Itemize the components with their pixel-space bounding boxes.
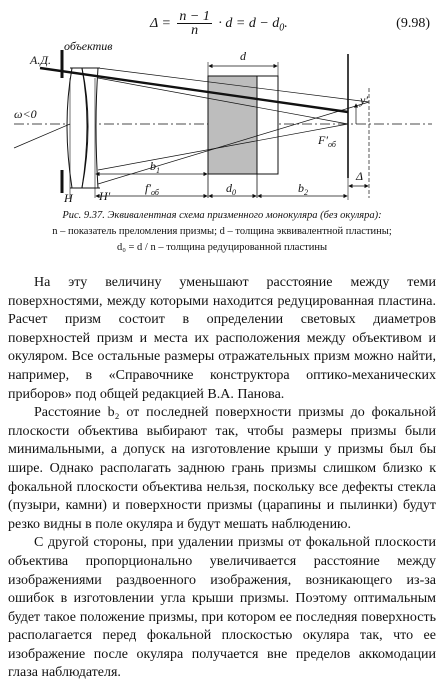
label-b1: $b_1$ xyxy=(150,159,160,175)
label-d0: $d_0$ xyxy=(226,181,236,197)
label-omega: ω<0 xyxy=(14,107,37,121)
fraction-denominator: n xyxy=(191,23,199,38)
label-d: d xyxy=(240,49,246,63)
caption-line-2: n – показатель преломления призмы; d – толщина эквивалентной пластины; xyxy=(52,226,392,237)
label-delta: Δ xyxy=(356,169,364,183)
figure-caption xyxy=(8,208,436,256)
label-h: H xyxy=(64,191,73,204)
label-focal: $F'_{об}$ xyxy=(318,133,336,149)
main-text xyxy=(8,274,436,683)
figure-9-37 xyxy=(0,38,444,204)
label-h-prime: H′ xyxy=(99,189,111,203)
equation-lhs: Δ = xyxy=(150,15,171,31)
equation-number: (9.98) xyxy=(396,16,430,31)
label-y-prime: y′ xyxy=(360,93,368,107)
fraction-numerator: n − 1 xyxy=(179,9,210,24)
paragraph: С другой стороны, при удалении призмы от фокальной плоскости объектива пропорционально увеличивается расстояние между изображениями раздвоенного изображения, возникающего из-за ошибок в изготовлении угла крыши призмы. Поэтому оптимальным будет такое положение призмы, при котором ее последняя поверхность располагается перед фокальной плоскостью окуляра так, что ее изображение после окуляра получается вне пределов аккомодации глаза наблюдателя. xyxy=(8,535,436,681)
label-b2: $b_2$ xyxy=(298,181,308,197)
equation-block xyxy=(0,8,444,38)
paragraph: Расстояние b₂ от последней поверхности призмы до фокальной плоскости объектива выбирают так, чтобы размеры призмы были минимальными, а допуск на изготовление крыши у призмы был бы шире. Однако располагать заднюю грань призмы слишком близко к фокальной плоскости объектива нельзя, поскольку все дефекты стекла (пузыри, камни) и поверхности призмы (царапины и пылинки) будут резко видны в поле окуляра и будут мешать наблюдению. xyxy=(8,405,436,532)
field-angle-ray xyxy=(14,124,70,148)
optical-scheme-diagram xyxy=(0,38,444,204)
label-aperture-stop: А.Д. xyxy=(30,53,51,67)
equation-rhs: · d = d − d xyxy=(218,15,280,31)
caption-title: Рис. 9.37. Эквивалентная схема призменного монокуляра (без окуляра): xyxy=(62,210,382,221)
paragraph: На эту величину уменьшают расстояние между теми поверхностями, между которыми находится редуцированная пластина. Расчет призм состоит в определении световых диаметров поверхностей призм и места их расположения между объективом и окуляром. Все остальные размеры отражательных призм можно найти, например, в «Справочнике конструктора оптико-механических приборов» под общей редакцией В.А. Панова. xyxy=(8,275,436,402)
caption-line-3: d₀ = d / n – толщина редуцированной пластины xyxy=(116,242,328,253)
equation-end: . xyxy=(284,15,288,31)
label-objective: объектив xyxy=(64,39,113,53)
equation-fraction xyxy=(177,10,211,37)
equation-formula xyxy=(150,10,288,37)
reduced-plate xyxy=(208,76,257,174)
label-f-ob: $f'_{об}$ xyxy=(145,181,159,197)
equation-rhs-subscript: 0 xyxy=(279,22,285,34)
